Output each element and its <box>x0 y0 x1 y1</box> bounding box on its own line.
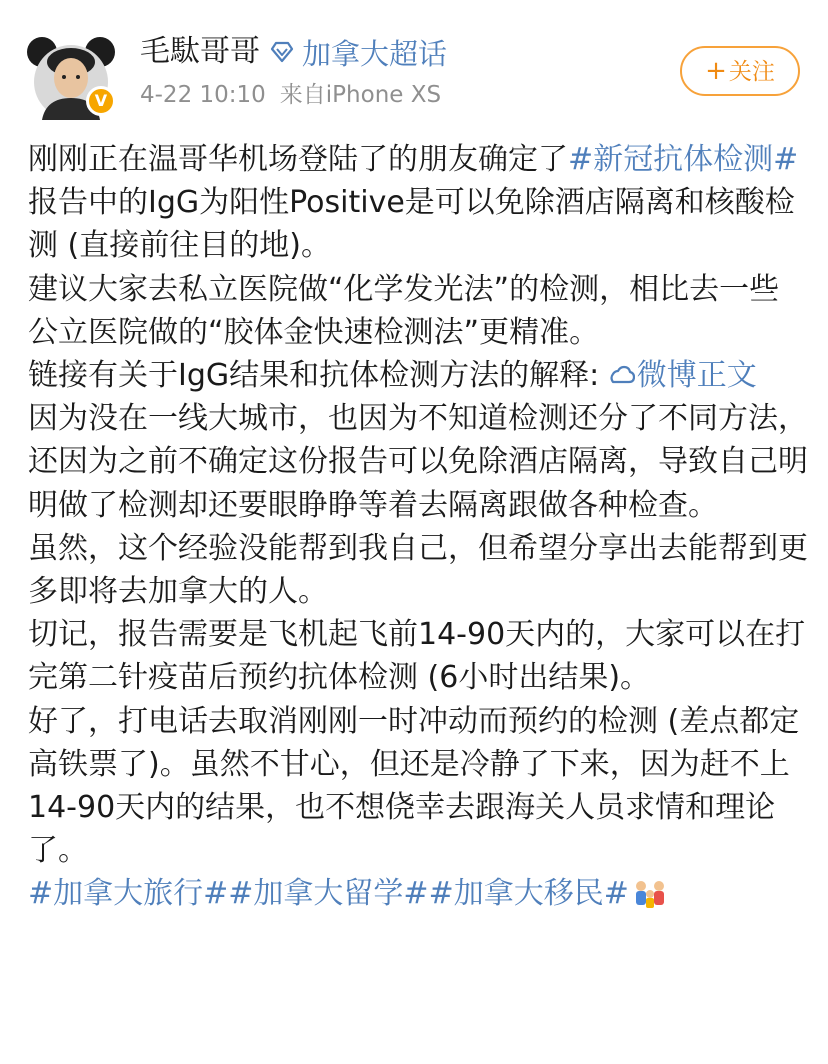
paragraph-1-text: 刚刚正在温哥华机场登陆了的朋友确定了 <box>28 142 568 177</box>
author-name[interactable]: 毛駄哥哥 <box>140 34 260 69</box>
paragraph-3-text: 链接有关于IgG结果和抗体检测方法的解释: <box>28 358 609 394</box>
post-time: 4-22 10:10 <box>140 82 266 108</box>
plus-icon: + <box>705 56 727 86</box>
hashtag-immigration[interactable]: #加拿大移民# <box>428 876 629 912</box>
paragraph-6: 切记，报告需要是飞机起飞前14-90天内的，大家可以在打完第二针疫苗后预约抗体检测 (6小时出结果)。 <box>28 617 806 696</box>
paragraph-2: 建议大家去私立医院做“化学发光法”的检测，相比去一些公立医院做的“胶体金快速检测法”更精准。 <box>28 271 780 350</box>
post-source: 来自iPhone XS <box>279 82 442 108</box>
paragraph-3 <box>28 354 808 397</box>
verified-badge-icon: V <box>86 86 116 116</box>
post-body <box>28 138 808 922</box>
post-header <box>0 0 828 130</box>
paragraph-1-text-cont: 报告中的IgG为阳性Positive是可以免除酒店隔离和核酸检测 (直接前往目的地)。 <box>28 185 795 264</box>
post-meta <box>140 78 441 112</box>
diamond-icon <box>270 41 294 63</box>
follow-button[interactable] <box>680 46 800 96</box>
hashtag-study[interactable]: #加拿大留学# <box>228 876 429 912</box>
paragraph-1 <box>28 138 808 268</box>
supertopic-label: 加拿大超话 <box>302 36 448 71</box>
weibo-link-icon <box>609 364 635 388</box>
hashtag-travel[interactable]: #加拿大旅行# <box>28 876 229 912</box>
supertopic-link[interactable] <box>270 30 447 74</box>
weibo-link[interactable] <box>609 358 757 393</box>
paragraph-7: 好了，打电话去取消刚刚一时冲动而预约的检测 (差点都定高铁票了)。虽然不甘心，但还是冷静了下来，因为赶不上14-90天内的结果，也不想侥幸去跟海关人员求情和理论了。 <box>28 703 800 869</box>
family-emoji-icon <box>633 878 667 921</box>
weibo-link-label: 微博正文 <box>636 358 757 394</box>
hashtag-antibody-test[interactable]: #新冠抗体检测# <box>568 142 799 177</box>
follow-label: 关注 <box>728 59 775 85</box>
hashtag-row <box>28 872 808 921</box>
paragraph-5: 虽然，这个经验没能帮到我自己，但希望分享出去能帮到更多即将去加拿大的人。 <box>28 530 808 610</box>
paragraph-4: 因为没在一线大城市，也因为不知道检测还分了不同方法，还因为之前不确定这份报告可以免除酒店隔离，导致自己明明做了检测却还要眼睁睁等着去隔离跟做各种检查。 <box>28 401 808 523</box>
